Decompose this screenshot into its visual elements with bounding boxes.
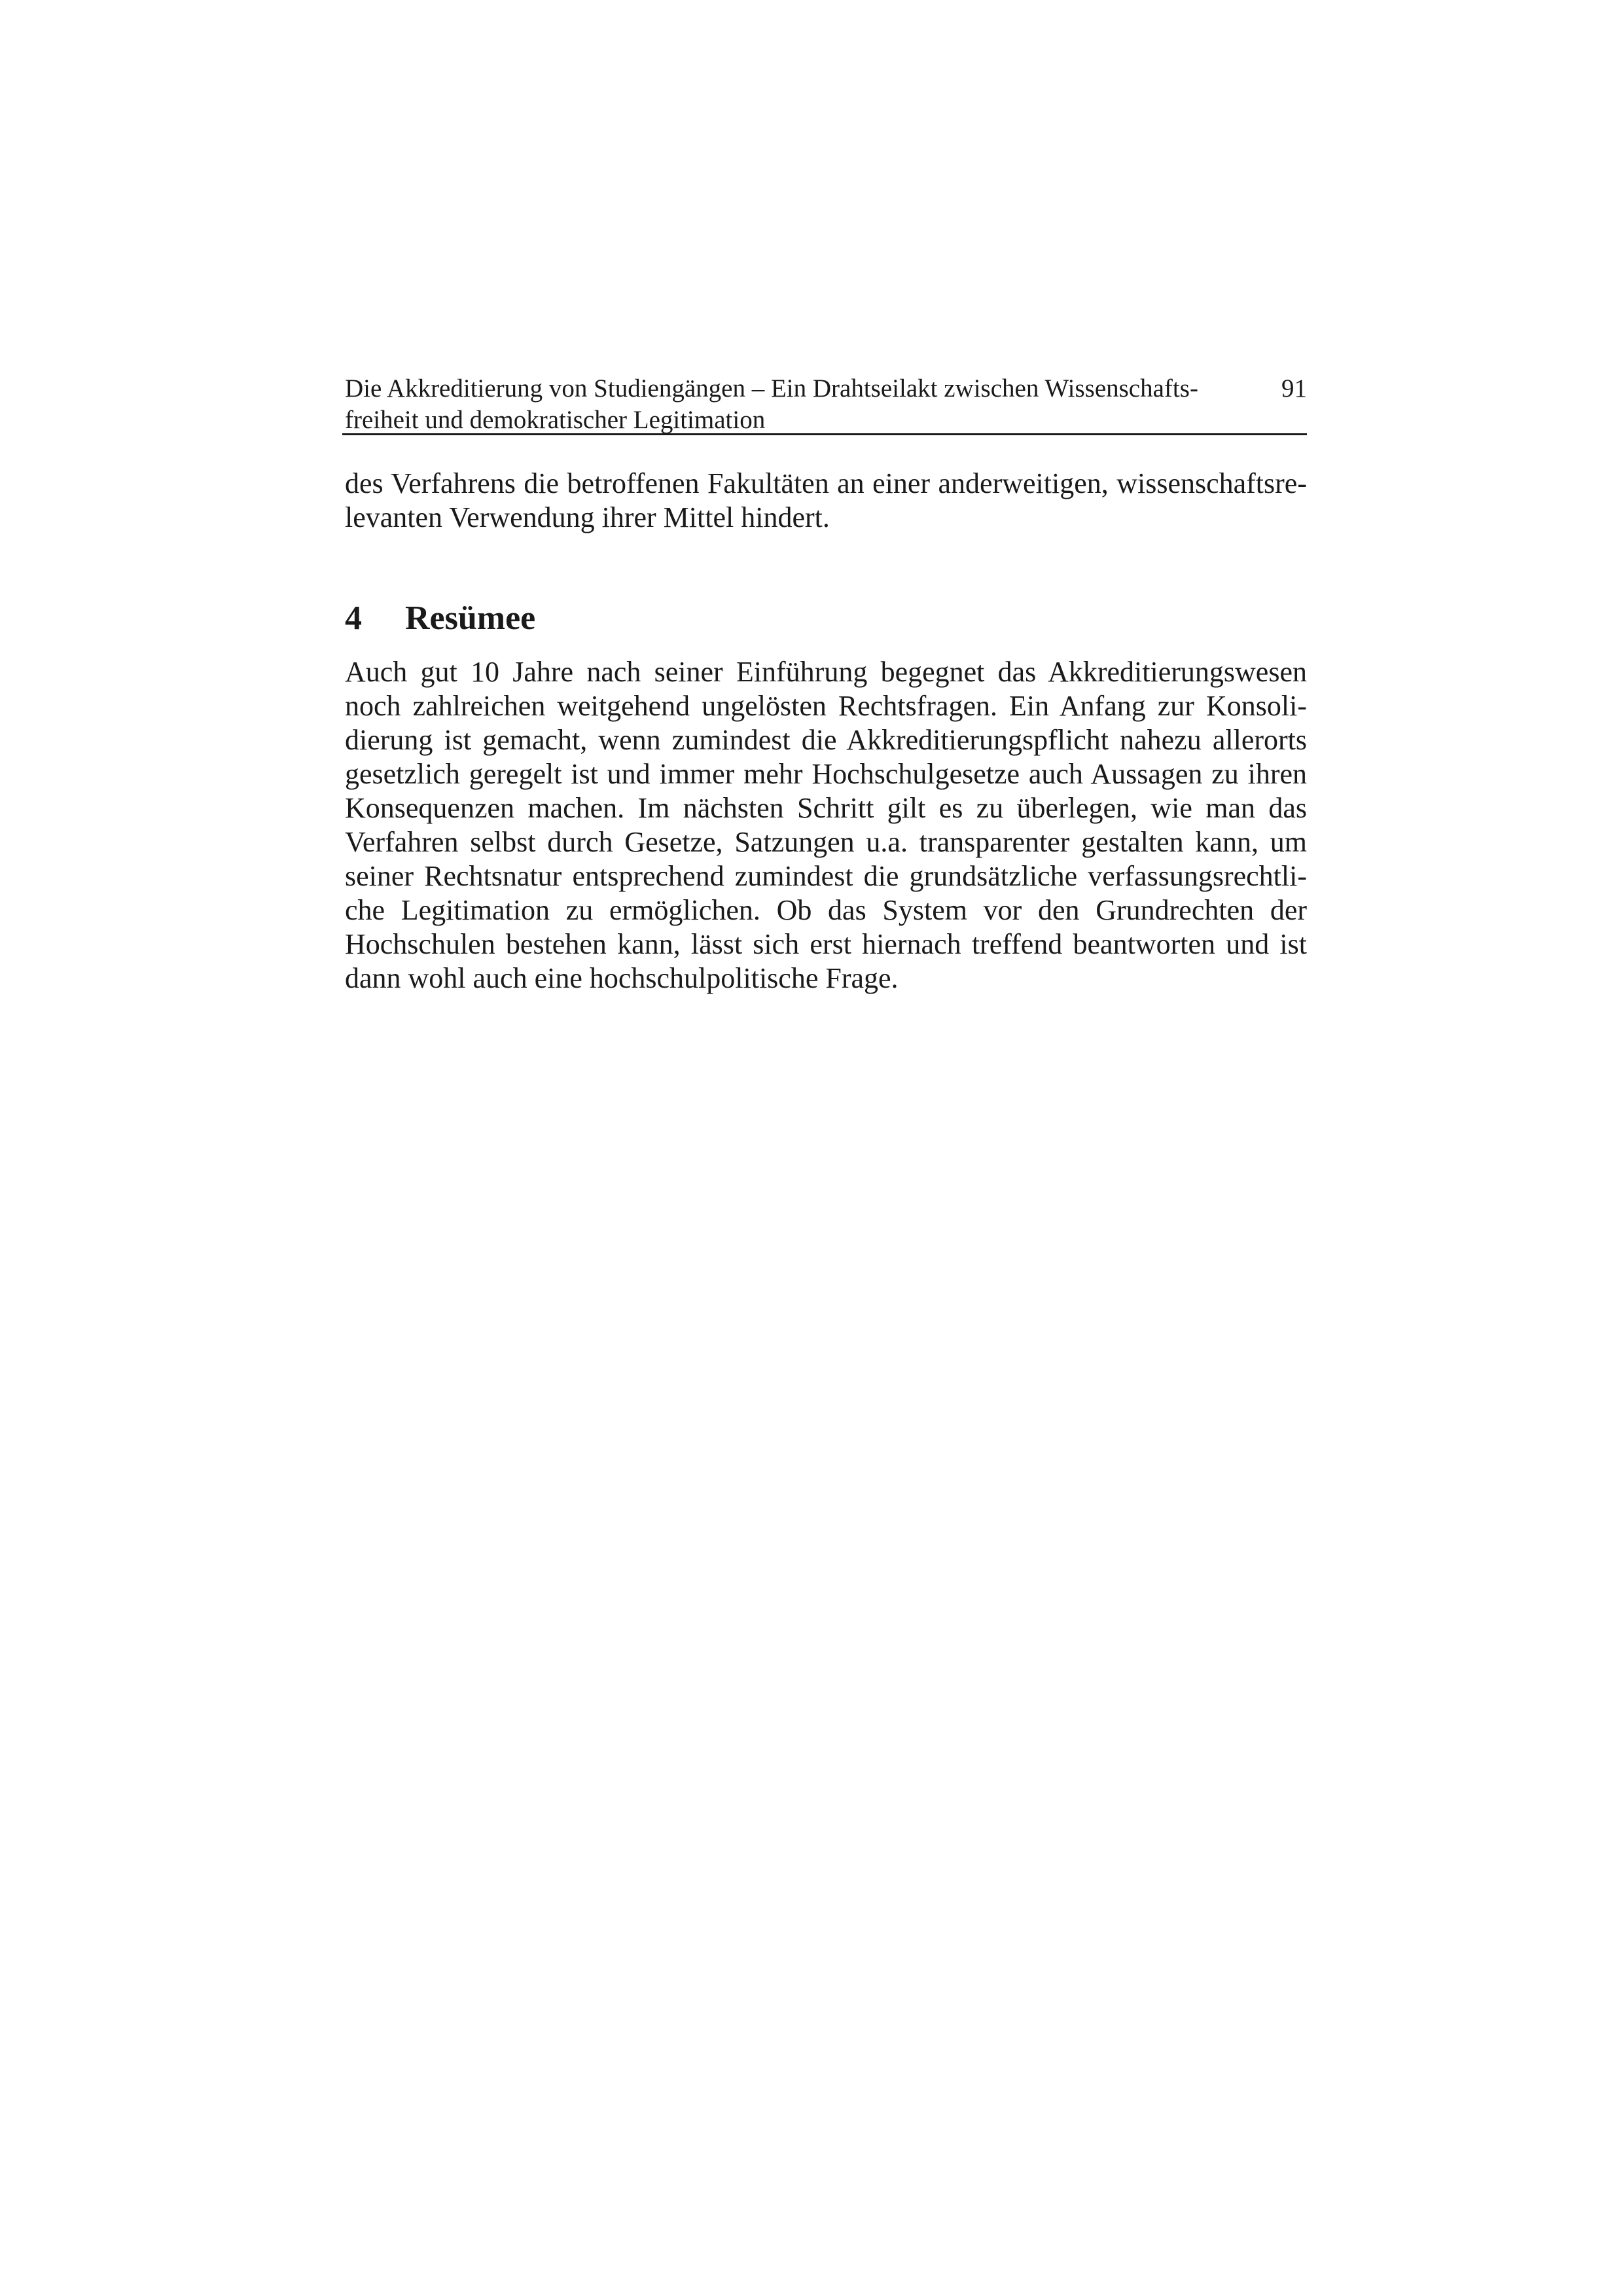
running-header-title: Die Akkreditierung von Studiengängen – Ein Drahtseilakt zwischen Wissenschaftsfreiheit und demokratischer Legitimation bbox=[345, 374, 1198, 434]
section-title: Resümee bbox=[405, 600, 536, 637]
header-divider bbox=[342, 433, 1307, 435]
section-heading bbox=[345, 598, 1307, 639]
resumee-paragraph: Auch gut 10 Jahre nach seiner Einführung begegnet das Akkreditierungswesen noch zahlreichen weitgehend ungelösten Rechtsfragen. Ein Anfang zur Konsolidierung ist gemacht, wenn zumindest die Akkreditierungspflicht nahezu allerorts gesetzlich geregelt ist und immer mehr Hochschulgesetze auch Aussagen zu ihren Konsequenzen machen. Im nächsten Schritt gilt es zu überlegen, wie man das Verfahren selbst durch Gesetze, Satzungen u.a. transparenter gestalten kann, um seiner Rechtsnatur entsprechend zumindest die grundsätzliche verfassungsrechtliche Legitimation zu ermöglichen. Ob das System vor den Grundrechten der Hochschulen bestehen kann, lässt sich erst hiernach treffend beantworten und ist dann wohl auch eine hochschulpolitische Frage. bbox=[345, 656, 1307, 994]
continued-paragraph: des Verfahrens die betroffenen Fakultäten an einer anderweitigen, wissenschaftsrelevanten Verwendung ihrer Mittel hindert. bbox=[345, 467, 1307, 533]
page-number: 91 bbox=[1281, 374, 1307, 403]
section-number: 4 bbox=[345, 600, 362, 637]
